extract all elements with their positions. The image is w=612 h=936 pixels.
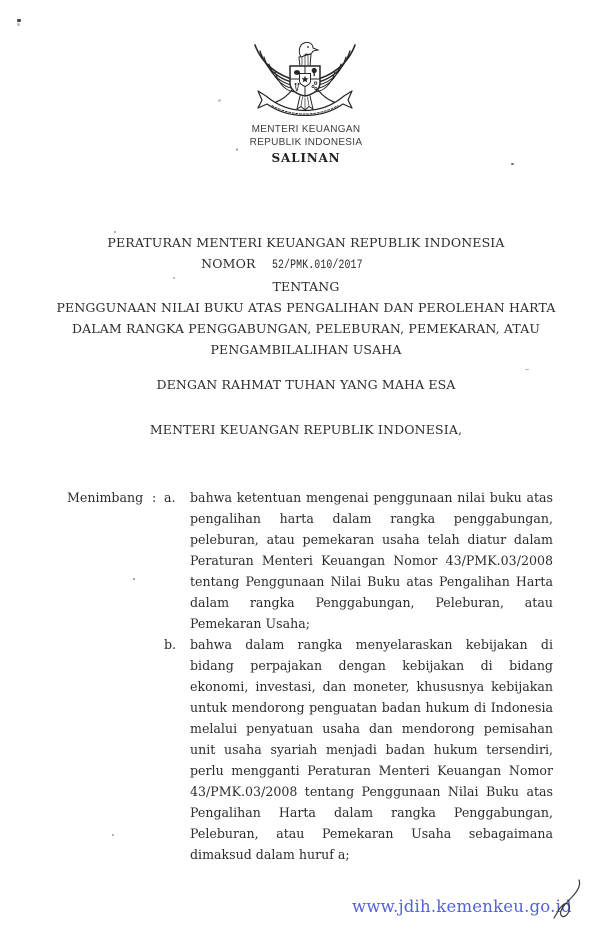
scan-speck: [114, 231, 116, 233]
considering-label: Menimbang: [67, 490, 144, 505]
footer-url[interactable]: www.jdih.kemenkeu.go.id: [352, 897, 572, 916]
garuda-pancasila-emblem: [252, 40, 358, 116]
item-marker: a.: [164, 490, 176, 505]
issuer: MENTERI KEUANGAN REPUBLIK INDONESIA,: [149, 422, 463, 437]
item-marker: b.: [164, 637, 177, 652]
item-text: bahwa ketentuan mengenai penggunaan nilai buku atas pengalihan harta dalam rangka penggabungan, peleburan, atau pemekaran usaha telah diatur dalam Peraturan Menteri Keuangan Nomor 43/PMK.03/2008 tentang Penggunaan Nilai Buku atas Pengalihan Harta dalam rangka Penggabungan, Peleburan, atau Pemekaran Usaha;: [190, 490, 553, 631]
scan-speck: [173, 277, 175, 279]
invocation: DENGAN RAHMAT TUHAN YANG MAHA ESA: [156, 377, 456, 392]
letterhead: [0, 124, 612, 149]
scan-speck: [218, 99, 221, 102]
number-value: 52/PMK.010/2017: [271, 257, 363, 273]
considering-item-a: [164, 487, 553, 634]
letterhead-line2: REPUBLIK INDONESIA: [249, 136, 363, 148]
scan-speck: [511, 163, 514, 165]
subject-line-3: PENGAMBILALIHAN USAHA: [210, 342, 402, 358]
item-text: bahwa dalam rangka menyelaraskan kebijakan di bidang perpajakan dengan kebijakan di bidang ekonomi, investasi, dan moneter, khususnya kebijakan untuk mendorong penguatan badan hukum di Indonesia melalui penyatuan usaha dan mendorong pemisahan unit usaha syariah menjadi badan hukum tersendiri, perlu mengganti Peraturan Menteri Keuangan Nomor 43/PMK.03/2008 tentang Penggunaan Nilai Buku atas Pengalihan Harta dalam rangka Penggabungan, Peleburan, atau Pemekaran Usaha sebagaimana dimaksud dalam huruf a;: [190, 637, 553, 862]
considering-item-b: [164, 634, 553, 865]
scan-speck: [236, 148, 238, 151]
paraf-ink-mark: [551, 878, 587, 924]
scan-speck: [17, 23, 20, 26]
title-block: [0, 232, 612, 361]
regulation-number-line: [0, 253, 602, 275]
number-label: NOMOR: [201, 256, 256, 272]
scan-speck: [133, 578, 135, 580]
copy-stamp: SALINAN: [271, 151, 341, 165]
scan-speck: [525, 369, 529, 370]
letterhead-line1: MENTERI KEUANGAN: [251, 124, 361, 135]
considering-separator: :: [152, 490, 157, 505]
regulation-heading: PERATURAN MENTERI KEUANGAN REPUBLIK INDONESIA: [107, 235, 505, 250]
about-label: TENTANG: [272, 278, 340, 294]
subject-line-1: PENGGUNAAN NILAI BUKU ATAS PENGALIHAN DAN PEROLEHAN HARTA: [56, 299, 556, 315]
scan-speck: [17, 19, 21, 22]
subject-line-2: DALAM RANGKA PENGGABUNGAN, PELEBURAN, PEMEKARAN, ATAU: [71, 321, 541, 337]
considering-section: [0, 487, 612, 865]
scan-speck: [112, 834, 114, 836]
considering-items: [164, 487, 553, 865]
